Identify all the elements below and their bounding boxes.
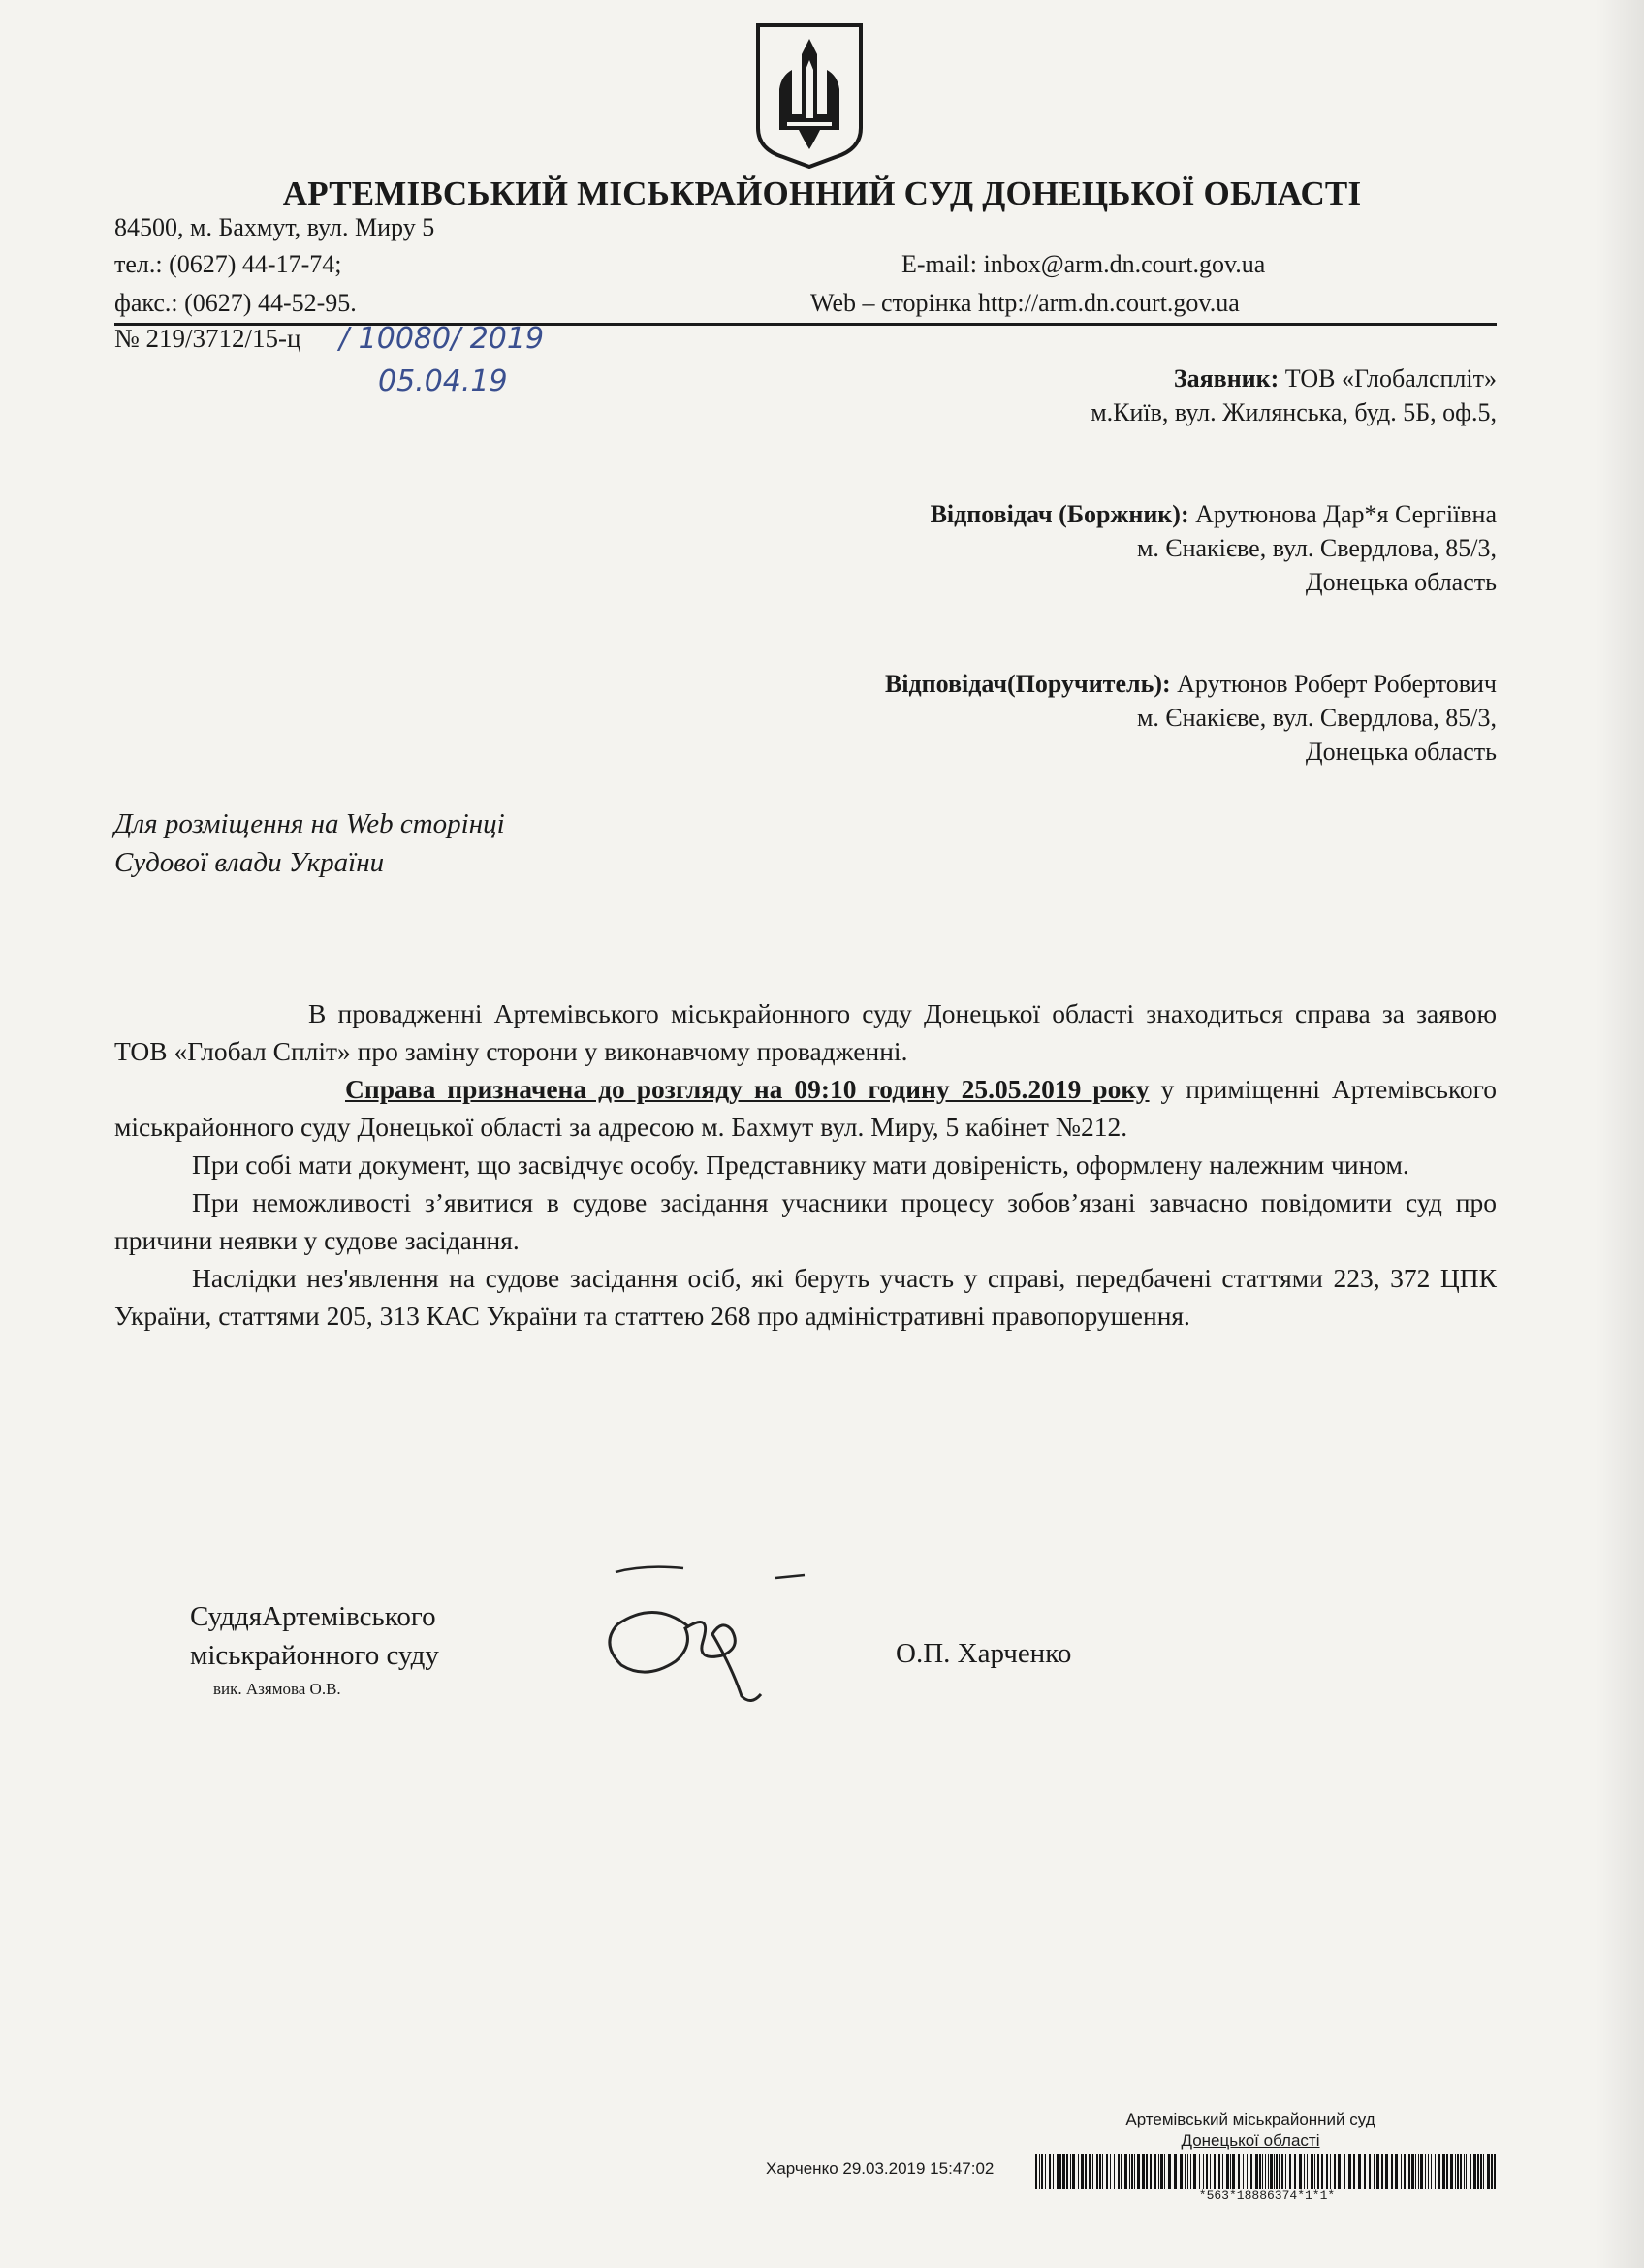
debtor-label: Відповідач (Боржник): <box>930 500 1189 528</box>
body-paragraph-2 <box>114 1070 1497 1146</box>
handwritten-registration-date: 05.04.19 <box>378 364 508 398</box>
publication-note <box>114 804 505 882</box>
case-number: № 219/3712/15-ц <box>114 324 301 353</box>
header-divider <box>114 323 1497 326</box>
applicant-name: ТОВ «Глобалспліт» <box>1284 364 1497 393</box>
handwritten-signature <box>596 1560 809 1716</box>
coat-of-arms-icon <box>752 21 867 169</box>
stamp-org-line2: Донецької області <box>1181 2131 1320 2150</box>
stamp-org-line1: Артемівський міськрайонний суд <box>1125 2110 1375 2128</box>
executor-name: вик. Азямова О.В. <box>213 1680 341 1698</box>
publication-note-line2: Судової влади України <box>114 847 385 878</box>
court-fax: факс.: (0627) 44-52-95. <box>114 289 357 317</box>
barcode-number: *563*18886374*1*1* <box>1198 2189 1336 2202</box>
debtor-name: Арутюнова Дар*я Сергіївна <box>1195 500 1497 528</box>
body-paragraph-1: В провадженні Артемівського міськрайонного суду Донецької області знаходиться справа за заявою ТОВ «Глобал Спліт» про заміну сторони у виконавчому провадженні. <box>114 998 1497 1066</box>
handwritten-registration-number: / 10080/ 2019 <box>339 322 545 356</box>
body-paragraph-5: Наслідки нез'явлення на судове засідання осіб, які беруть участь у справі, передбачені статтями 223, 372 ЦПК України, статтями 205, 313 КАС України та статтею 268 про адміністративні правопорушення. <box>114 1263 1497 1331</box>
guarantor-block <box>885 667 1497 769</box>
body-paragraph-3: При собі мати документ, що засвідчує особу. Представнику мати довіреність, оформлену належним чином. <box>192 1150 1409 1180</box>
stamp-organization <box>1105 2109 1396 2152</box>
court-address: 84500, м. Бахмут, вул. Миру 5 <box>114 213 435 241</box>
guarantor-name: Арутюнов Роберт Робертович <box>1177 670 1497 698</box>
judge-role-line1: СуддяАртемівського <box>190 1601 436 1632</box>
court-phone: тел.: (0627) 44-17-74; <box>114 250 342 278</box>
judge-name: О.П. Харченко <box>896 1638 1072 1669</box>
registration-barcode <box>1035 2154 1499 2189</box>
applicant-label: Заявник: <box>1173 364 1280 393</box>
applicant-block <box>1091 362 1497 429</box>
stamp-user-timestamp: Харченко 29.03.2019 15:47:02 <box>766 2159 995 2178</box>
judge-role-line2: міськрайонного суду <box>190 1640 439 1671</box>
judge-role <box>190 1597 439 1675</box>
court-name-heading: АРТЕМІВСЬКИЙ МІСЬКРАЙОННИЙ СУД ДОНЕЦЬКОЇ ОБЛАСТІ <box>282 174 1362 212</box>
scan-edge-shadow <box>1596 0 1644 2268</box>
publication-note-line1: Для розміщення на Web сторінці <box>114 808 505 839</box>
body-paragraph-4: При неможливості з’явитися в судове засідання учасники процесу зобов’язані завчасно повідомити суд про причини неявки у судове засідання. <box>114 1187 1497 1255</box>
debtor-block <box>931 497 1497 599</box>
debtor-address-street: м. Єнакієве, вул. Свердлова, 85/3, <box>1136 534 1497 562</box>
court-website: Web – сторінка http://arm.dn.court.gov.ua <box>810 289 1240 317</box>
applicant-address: м.Київ, вул. Жилянська, буд. 5Б, оф.5, <box>1091 398 1497 426</box>
guarantor-label: Відповідач(Поручитель): <box>884 670 1171 698</box>
guarantor-address-street: м. Єнакієве, вул. Свердлова, 85/3, <box>1136 704 1497 732</box>
debtor-address-region: Донецька область <box>1305 568 1497 596</box>
hearing-date-emphasis: Справа призначена до розгляду на 09:10 годину 25.05.2019 року <box>345 1074 1150 1104</box>
guarantor-address-region: Донецька область <box>1305 738 1497 766</box>
notice-body <box>114 994 1497 1335</box>
hearing-location-text: у приміщенні Артемівського міськрайонного суду Донецької області за адресою м. Бахмут вул. Миру, 5 кабінет №212. <box>114 1074 1497 1142</box>
court-email: E-mail: inbox@arm.dn.court.gov.ua <box>901 250 1266 278</box>
